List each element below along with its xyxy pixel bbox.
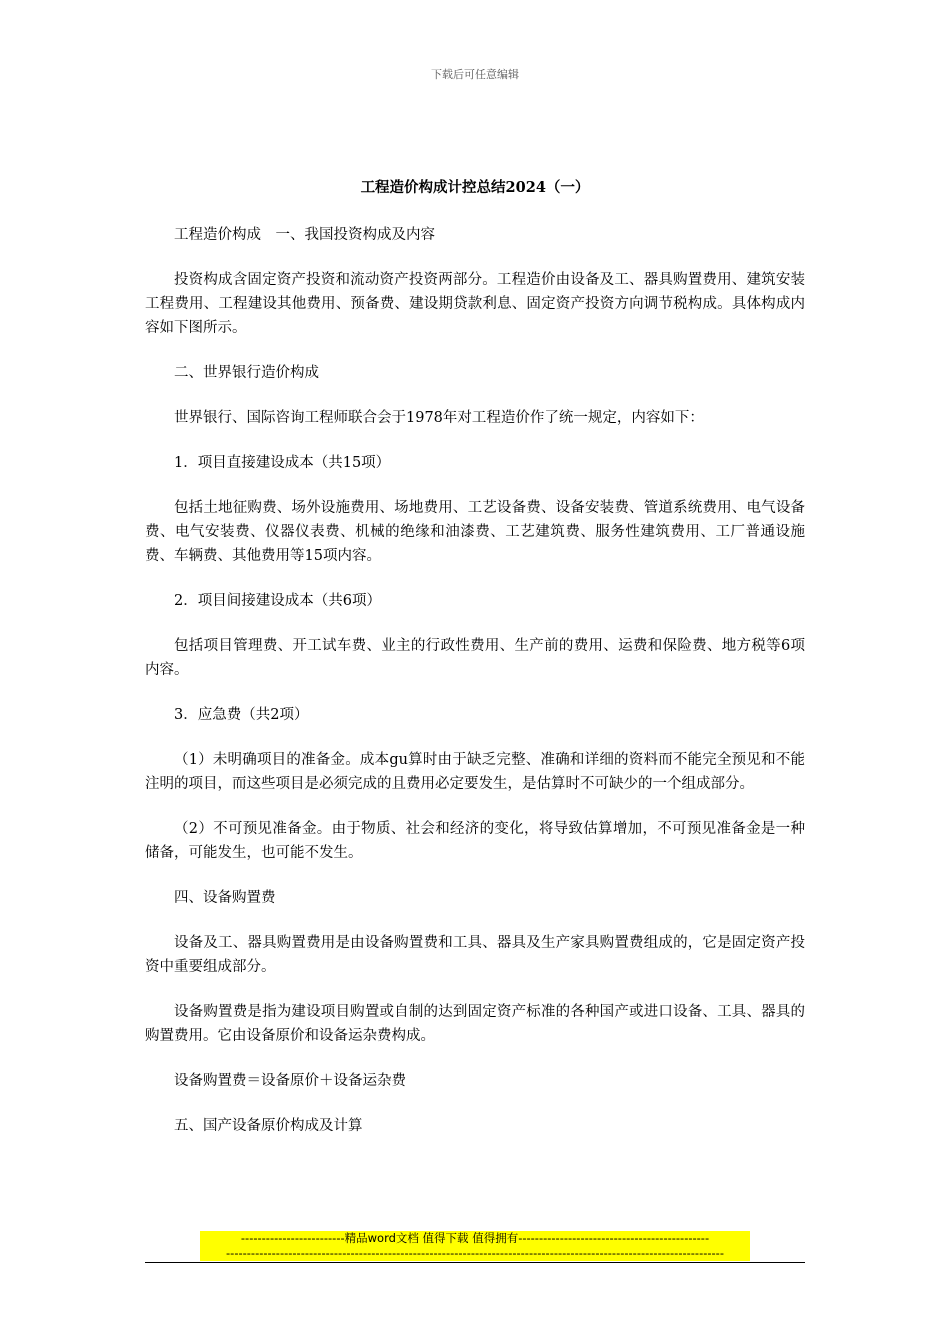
paragraph: 包括项目管理费、开工试车费、业主的行政性费用、生产前的费用、运费和保险费、地方税等6项内容。 [145, 638, 805, 678]
footer-banner [200, 1231, 750, 1261]
footer-banner-line: ------------------------------------------------------------------------------------------------------------------------ [226, 1246, 724, 1260]
footer-banner-line: -------------------------精品word文档 值得下载 值得拥有---------------------------------------------- [240, 1231, 710, 1245]
paragraph: 1．项目直接建设成本（共15项） [174, 455, 391, 471]
paragraph: （2）不可预见准备金。由于物质、社会和经济的变化，将导致估算增加，不可预见准备金是一种储备，可能发生，也可能不发生。 [145, 821, 805, 861]
paragraph: 四、设备购置费 [174, 890, 276, 906]
paragraph: 五、国产设备原价构成及计算 [174, 1118, 363, 1134]
paragraph: 投资构成含固定资产投资和流动资产投资两部分。工程造价由设备及工、器具购置费用、建筑安装工程费用、工程建设其他费用、预备费、建设期贷款利息、固定资产投资方向调节税构成。具体构成内容如下图所示。 [145, 272, 805, 336]
page-header: 下载后可任意编辑 [431, 68, 519, 81]
paragraph: 设备及工、器具购置费用是由设备购置费和工具、器具及生产家具购置费组成的，它是固定资产投资中重要组成部分。 [145, 935, 805, 975]
document-body [145, 223, 805, 1152]
paragraph: 世界银行、国际咨询工程师联合会于1978年对工程造价作了统一规定，内容如下： [174, 410, 704, 426]
document-title: 工程造价构成计控总结2024（一） [360, 179, 590, 196]
paragraph: 设备购置费＝设备原价＋设备运杂费 [174, 1073, 406, 1089]
paragraph: 二、世界银行造价构成 [174, 365, 319, 381]
paragraph: 包括土地征购费、场外设施费用、场地费用、工艺设备费、设备安装费、管道系统费用、电气设备费、电气安装费、仪器仪表费、机械的绝缘和油漆费、工艺建筑费、服务性建筑费用、工厂普通设施费、车辆费、其他费用等15项内容。 [145, 500, 805, 564]
paragraph: 工程造价构成 一、我国投资构成及内容 [174, 227, 435, 243]
paragraph: （1）未明确项目的准备金。成本gu算时由于缺乏完整、准确和详细的资料而不能完全预见和不能注明的项目，而这些项目是必须完成的且费用必定要发生，是估算时不可缺少的一个组成部分。 [145, 752, 805, 792]
footer-divider [145, 1262, 805, 1263]
paragraph: 设备购置费是指为建设项目购置或自制的达到固定资产标准的各种国产或进口设备、工具、器具的购置费用。它由设备原价和设备运杂费构成。 [145, 1004, 805, 1044]
paragraph: 3．应急费（共2项） [174, 707, 309, 723]
paragraph: 2．项目间接建设成本（共6项） [174, 593, 381, 609]
